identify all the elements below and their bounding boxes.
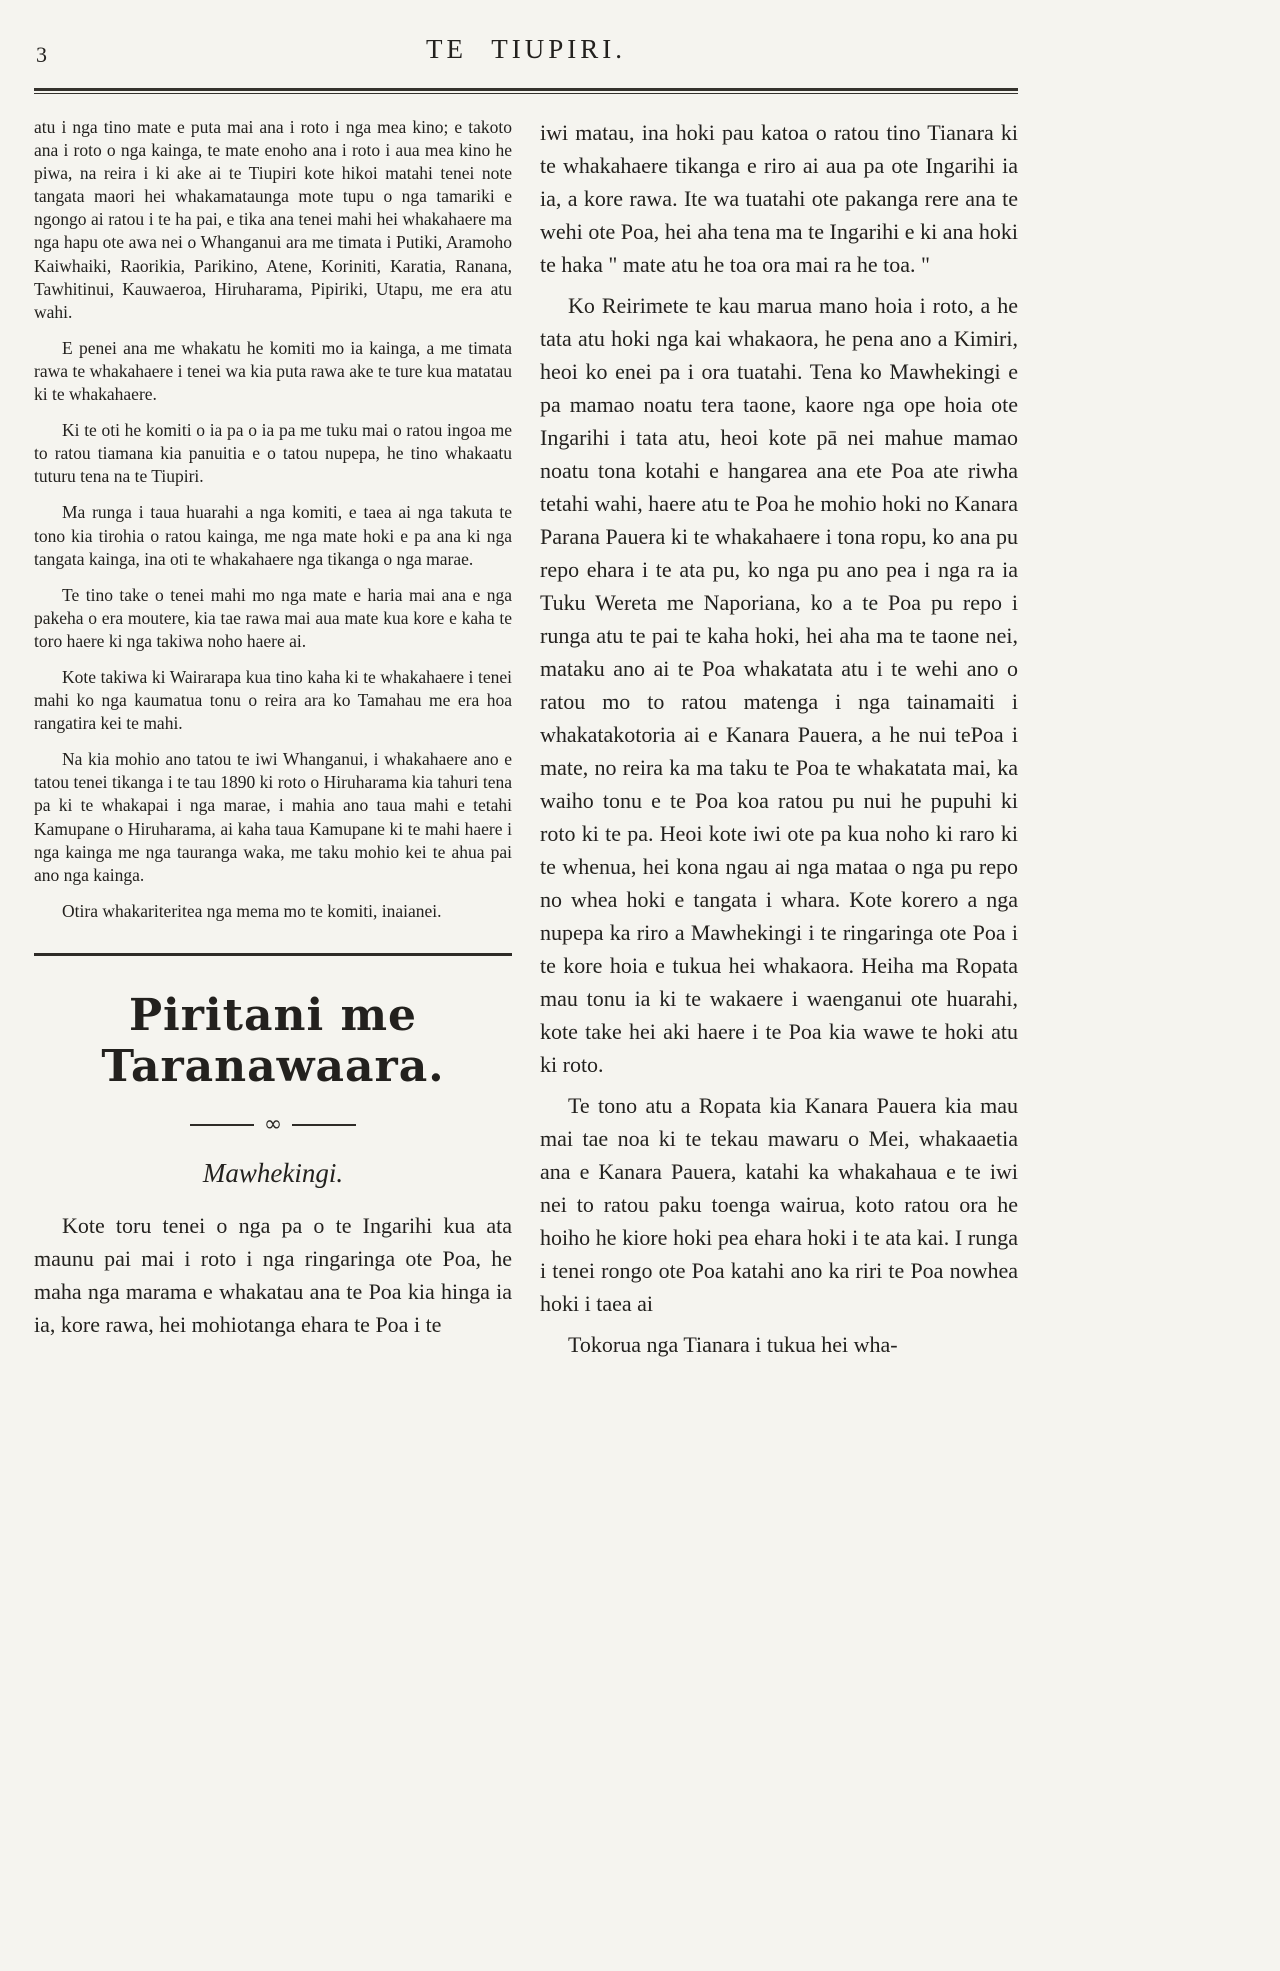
article-subheading: Mawhekingi.: [202, 1157, 344, 1188]
paragraph: Ko Reirimete te kau marua mano hoia i roto, a he tata atu hoki nga kai whakaora, he pena ano a Kimiri, heoi ko enei pa i ora tuatahi. Tena ko Mawhekingi e pa mamao noatu tera taone, kaore nga ope hoia ote Ingarihi i tata atu, heoi kote pā nei mahue mamao noatu tona kotahi e hangarea ana ete Poa ate riwha tetahi wahi, haere atu te Poa he mohio hoki no Kanara Parana Pauera ki te whakahaere i tona ropu, ko ana pu repo ehara i te ata pu, ko nga pu ano pea i nga ra ia Tuku Wereta me Naporiana, ko a te Poa pu repo i runga atu te pai te kaha hoki, hei aha ma te taone nei, mataku ano ai te Poa whakatata atu i te wehi ano o ratou mo to ratou matenga i nga tainamaiti i whakatakotoria ai e Kanara Pauera, a he nui tePoa i mate, no reira ka ma taku te Poa te whakatata mai, ka waiho tonu e te Poa koa ratou pu nui he pupuhi ki roto ki te pa. Heoi kote iwi ote pa kua noho ki raro ki te whenua, hei kona ngau ai nga mataa o nga pu repo no whea hoki e tangata i whara. Kote korero a nga nupepa ka riro a Mawhekingi i te ringaringa ote Poa i te kore hoia e tukua hei whakaora. Heiha ma Ropata mau tonu ia ki te wakaere i waenganui ote huarahi, kote take hei aki haere i te Poa kia wawe te hoki atu ki roto.: [540, 293, 1018, 1077]
ornament-glyph-icon: ∞: [263, 1111, 283, 1137]
paragraph: Te tono atu a Ropata kia Kanara Pauera kia mau mai tae noa ki te tekau mawaru o Mei, whakaaetia ana e Kanara Pauera, katahi ka whakahaua e te iwi nei to ratou paku toenga wairua, koto ratou ora he hoiho he kiore hoki pea ehara hoki i te ata kai. I runga i tenei rongo ote Poa katahi ano ka riri te Poa nowhea hoki i taea ai: [540, 1093, 1018, 1316]
ornament-divider: [34, 1111, 512, 1137]
page-header: [34, 34, 1018, 78]
header-double-rule: [34, 88, 1018, 94]
paragraph: Te tino take o tenei mahi mo nga mate e haria mai ana e nga pakeha o era moutere, kia tae rawa mai aua mate kua kore e kaha te toro haere ki nga takiwa noho haere ai.: [34, 584, 512, 651]
page-number: 3: [36, 42, 47, 67]
content-columns: [34, 116, 1018, 1369]
paragraph: iwi matau, ina hoki pau katoa o ratou tino Tianara ki te whakahaere tikanga e riro ai aua pa ote Ingarihi ia ia, a kore rawa. Ite wa tuatahi ote pakanga rere ana te wehi ote Poa, hei aha tena ma te Ingarihi e ki ana hoki te haka " mate atu he toa ora mai ra he toa. ": [540, 120, 1018, 277]
paragraph: E penei ana me whakatu he komiti mo ia kainga, a me timata rawa te whakahaere i tenei wa kia puta rawa ake te ture kua matatau ki te whakahaere.: [34, 337, 512, 405]
masthead-title: TE TIUPIRI.: [426, 34, 626, 64]
paragraph: Kote takiwa ki Wairarapa kua tino kaha ki te whakahaere i tenei mahi ko nga kaumatua tonu o reira ara ko Tamahau me era hoa rangatira kei te mahi.: [34, 666, 512, 734]
article-heading: Piritani me Taranawaara.: [101, 989, 445, 1092]
right-column: [540, 116, 1018, 1369]
ornament-line-left: [190, 1124, 254, 1126]
paragraph: Ma runga i taua huarahi a nga komiti, e taea ai nga takuta te tono kia tirohia o ratou kainga, me nga mate hoki e pa ana ki nga tangata kainga, ina oti te whakahaere nga tikanga o nga marae.: [34, 502, 512, 569]
paragraph: Otira whakariteritea nga mema mo te komiti, inaianei.: [62, 900, 442, 921]
paragraph: Na kia mohio ano tatou te iwi Whanganui, i whakahaere ano e tatou tenei tikanga i te tau 1890 ki roto o Hiruharama kia tahuri tena pa ki te whakapai i nga marae, i mahia ano taua mahi e tetahi Kamupane o Hiruharama, ai kaha taua Kamupane ki te mahi haere i nga kainga me nga tauranga waka, me taku mohio kei te ahua pai ano nga kainga.: [34, 749, 512, 885]
paragraph: Kote toru tenei o nga pa o te Ingarihi kua ata maunu pai mai i roto i nga ringaringa ote Poa, he maha nga marama e whakatau ana te Poa kia hinga ia ia, kore rawa, hei mohiotanga ehara te Poa i te: [34, 1212, 512, 1337]
paragraph: Tokorua nga Tianara i tukua hei wha-: [568, 1332, 898, 1357]
left-column: [34, 116, 512, 1369]
paragraph: Ki te oti he komiti o ia pa o ia pa me tuku mai o ratou ingoa me to ratou tiamana kia panuitia e o tatou nupepa, he tino whakaatu tuturu tena na te Tiupiri.: [34, 420, 512, 487]
ornament-line-right: [292, 1124, 356, 1126]
article-divider-rule: [34, 953, 512, 956]
paragraph: atu i nga tino mate e puta mai ana i roto i nga mea kino; e takoto ana i roto o nga kainga, te mate enoho ana i roto i aua mea kino he piwa, na reira i ki ake ai te Tiupiri kote hikoi matahi tenei note tangata maori hei whakamataunga mote tupu o nga tamariki e ngongo ai ratou i te ha pai, e tika ana tenei mahi hei whakahaere ma nga hapu ote awa nei o Whanganui ara me timata i Putiki, Aramoho Kaiwhaiki, Raorikia, Parikino, Atene, Koriniti, Karatia, Ranana, Tawhitinui, Kauwaeroa, Hiruharama, Pipiriki, Utapu, me era atu wahi.: [34, 117, 512, 322]
